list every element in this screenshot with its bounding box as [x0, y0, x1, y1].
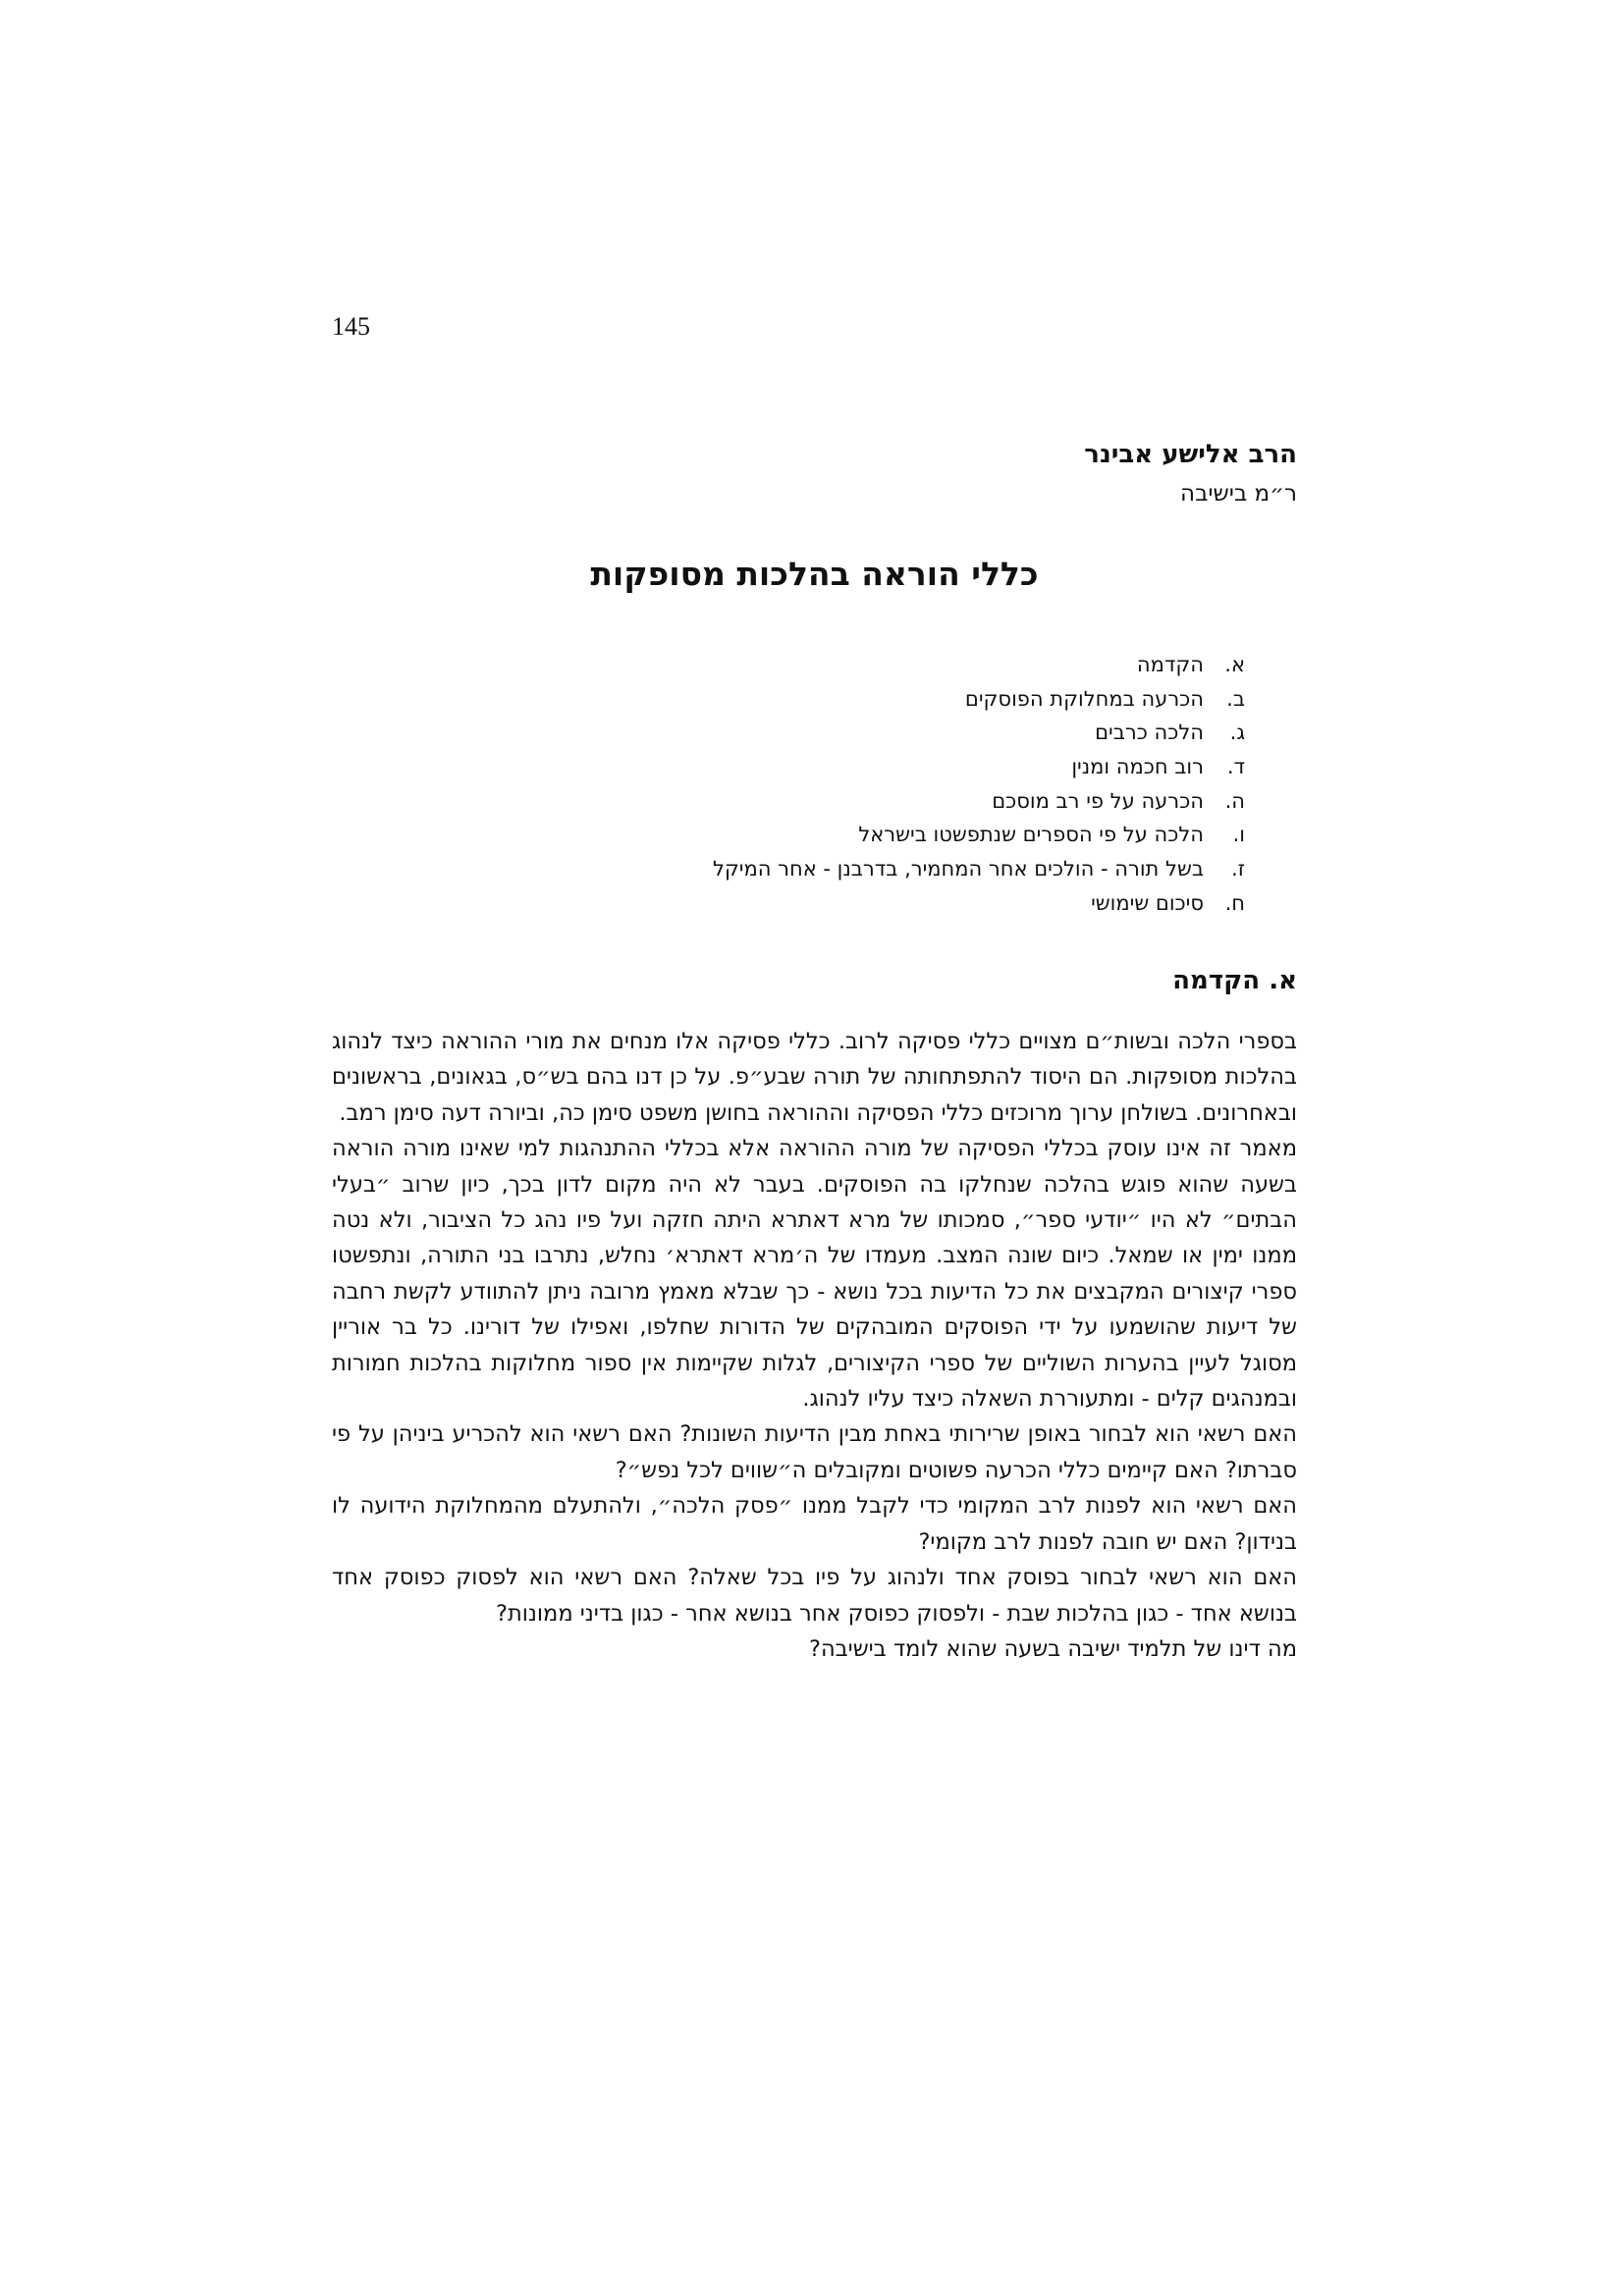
- toc-item-letter: ג.: [1229, 721, 1245, 745]
- toc-item-label: הכרעה על פי רב מוסכם: [992, 788, 1204, 813]
- toc-item: [558, 716, 1245, 750]
- toc-item-letter: א.: [1224, 653, 1245, 676]
- paragraph: מאמר זה אינו עוסק בכללי הפסיקה של מורה ההוראה אלא בכללי ההתנהגות למי שאינו מורה הוראה בשעה שהוא פוגש בהלכה שנחלקו בה הפוסקים. בעבר לא היה מקום לדון בכך, כיון שרוב ״בעלי הבתים״ לא היו ״יודעי ספר״, סמכותו של מרא דאתרא היתה חזקה ועל פיו נהג כל הציבור, ולא נטה ממנו ימין או שמאל. כיום שונה המצב. מעמדו של ה׳מרא דאתרא׳ נחלש, נתרבו בני התורה, ונתפשטו ספרי קיצורים המקבצים את כל הדיעות בכל נושא - כך שבלא מאמץ מרובה ניתן להתוודע לקשת רחבה של דיעות שהושמעו על ידי הפוסקים המובהקים של הדורות שחלפו, ואפילו של דורינו. כל בר אוריין מסוגל לעיין בהערות השוליים של ספרי הקיצורים, לגלות שקיימות אין ספור מחלוקות בהלכות חמורות ובמנהגים קלים - ומתעוררת השאלה כיצד עליו לנהוג.: [332, 1136, 1297, 1413]
- toc-item-letter: ז.: [1231, 857, 1245, 881]
- author-role: ר״מ בישיבה: [1180, 481, 1297, 507]
- toc-item-label: הקדמה: [1136, 653, 1204, 676]
- toc-item-letter: ח.: [1224, 890, 1245, 915]
- toc-item: [558, 886, 1245, 921]
- page-number: 145: [332, 312, 370, 341]
- toc-item-label: הלכה על פי הספרים שנתפשטו בישראל: [858, 823, 1204, 847]
- toc-item-label: הכרעה במחלוקת הפוסקים: [964, 686, 1204, 711]
- paragraph: האם רשאי הוא לבחור באופן שרירותי באחת מבין הדיעות השונות? האם רשאי הוא להכריע ביניהן על פי סברתו? האם קיימים כללי הכרעה פשוטים ומקובלים ה״שווים לכל נפש״?: [332, 1421, 1297, 1483]
- article-title: כללי הוראה בהלכות מסופקות: [590, 555, 1039, 593]
- author-name: הרב אלישע אבינר: [1084, 440, 1297, 469]
- toc-item-label: בשל תורה - הולכים אחר המחמיר, בדרבנן - אחר המיקל: [712, 857, 1204, 881]
- paragraph: בספרי הלכה ובשות״ם מצויים כללי פסיקה לרוב. כללי פסיקה אלו מנחים את מורי ההוראה כיצד לנהוג בהלכות מסופקות. הם היסוד להתפתחותה של תורה שבע״פ. על כן דנו בהם בש״ס, בגאונים, בראשונים ובאחרונים. בשולחן ערוך מרוכזים כללי הפסיקה וההוראה בחושן משפט סימן כה, וביורה דעה סימן רמב.: [332, 1029, 1297, 1126]
- toc-item-letter: ד.: [1226, 755, 1245, 779]
- paragraph: האם רשאי הוא לפנות לרב המקומי כדי לקבל ממנו ״פסק הלכה״, ולהתעלם מהמחלוקת הידועה לו בנידון? האם יש חובה לפנות לרב מקומי?: [332, 1493, 1297, 1555]
- toc-item-label: סיכום שימושי: [1091, 890, 1204, 915]
- toc-item: [558, 682, 1245, 717]
- section-heading: א. הקדמה: [1172, 966, 1297, 995]
- toc-item: [558, 818, 1245, 852]
- toc-item-label: רוב חכמה ומנין: [1071, 755, 1204, 779]
- toc-item: [558, 852, 1245, 886]
- toc-item: [558, 648, 1245, 682]
- toc-item: [558, 784, 1245, 819]
- toc-item-letter: ו.: [1232, 823, 1245, 847]
- table-of-contents: [558, 648, 1245, 921]
- body-text: [332, 1024, 1297, 1667]
- paragraph: האם הוא רשאי לבחור בפוסק אחד ולנהוג על פיו בכל שאלה? האם רשאי הוא לפסוק כפוסק אחד בנושא אחד - כגון בהלכות שבת - ולפסוק כפוסק אחר בנושא אחר - כגון בדיני ממונות?: [332, 1565, 1297, 1627]
- toc-item: [558, 750, 1245, 784]
- toc-item-label: הלכה כרבים: [1095, 721, 1204, 745]
- toc-item-letter: ה.: [1224, 788, 1245, 813]
- paragraph: מה דינו של תלמיד ישיבה בשעה שהוא לומד בישיבה?: [809, 1635, 1297, 1662]
- toc-item-letter: ב.: [1226, 686, 1245, 711]
